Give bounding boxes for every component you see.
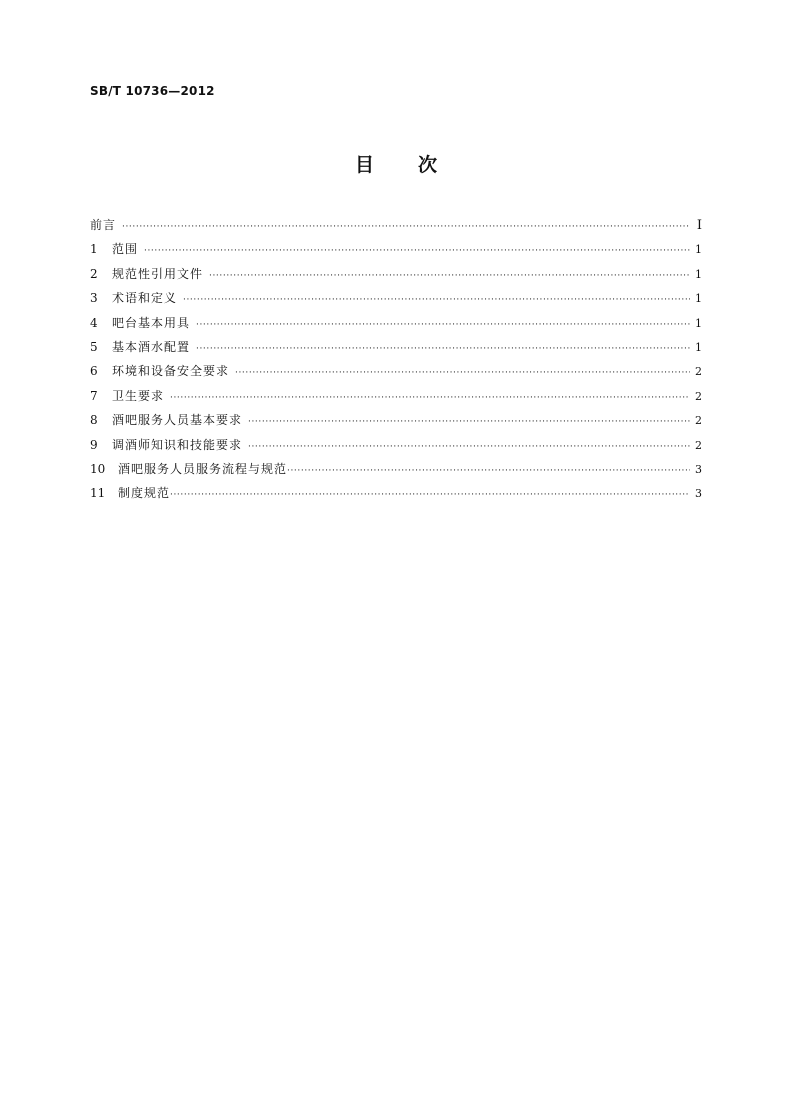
toc-entry-page: 2 <box>695 438 702 452</box>
toc-entry-page: I <box>696 218 702 233</box>
toc-entry-number: 3 <box>90 291 98 306</box>
toc-entry-number: 7 <box>90 388 98 403</box>
toc-entry-number: 2 <box>90 266 98 281</box>
toc-entry-title: 酒吧服务人员基本要求 <box>112 413 243 428</box>
toc-entry-preface[interactable] <box>90 216 702 240</box>
toc-entry-page: 2 <box>695 389 702 403</box>
toc-entry-number: 8 <box>90 413 98 428</box>
toc-leader-dots <box>287 462 690 476</box>
toc-entry-4[interactable] <box>90 314 702 338</box>
toc-entry-title: 环境和设备安全要求 <box>112 364 230 379</box>
toc-entry-10[interactable] <box>90 460 702 484</box>
toc-entry-11[interactable] <box>90 484 702 508</box>
toc-entry-number: 5 <box>90 339 98 354</box>
toc-entry-number: 11 <box>90 486 106 501</box>
toc-entry-1[interactable] <box>90 240 702 264</box>
toc-leader-dots <box>170 486 690 500</box>
toc-entry-number: 4 <box>90 315 98 330</box>
toc-entry-page: 2 <box>695 365 702 379</box>
toc-entry-title: 酒吧服务人员服务流程与规范 <box>118 461 288 476</box>
toc-entry-number: 6 <box>90 364 98 379</box>
toc-list <box>90 216 702 509</box>
toc-entry-9[interactable] <box>90 436 702 460</box>
toc-entry-title: 规范性引用文件 <box>112 266 204 281</box>
standard-code: SB/T 10736—2012 <box>90 84 215 98</box>
toc-entry-page: 3 <box>695 487 702 501</box>
toc-leader-dots <box>248 413 690 427</box>
toc-entry-page: 1 <box>695 340 702 354</box>
toc-entry-title: 卫生要求 <box>112 388 165 403</box>
toc-entry-2[interactable] <box>90 265 702 289</box>
toc-title <box>0 150 792 177</box>
toc-entry-number: 1 <box>90 242 98 257</box>
toc-entry-page: 1 <box>695 292 702 306</box>
toc-entry-page: 2 <box>695 414 702 428</box>
toc-entry-8[interactable] <box>90 411 702 435</box>
toc-entry-page: 3 <box>695 462 702 476</box>
toc-leader-dots <box>248 438 690 452</box>
toc-entry-page: 1 <box>695 243 702 257</box>
toc-leader-dots <box>144 242 690 256</box>
toc-entry-3[interactable] <box>90 289 702 313</box>
toc-leader-dots <box>196 340 690 354</box>
toc-leader-dots <box>235 364 690 378</box>
toc-leader-dots <box>170 389 690 403</box>
toc-title-char-1: 目 <box>354 154 374 176</box>
toc-entry-title: 范围 <box>112 242 139 257</box>
toc-entry-title: 吧台基本用具 <box>112 315 191 330</box>
toc-title-char-2: 次 <box>418 154 438 176</box>
toc-entry-title: 前言 <box>90 218 117 232</box>
toc-entry-page: 1 <box>695 267 702 281</box>
toc-leader-dots <box>183 291 690 305</box>
toc-entry-page: 1 <box>695 316 702 330</box>
toc-entry-title: 术语和定义 <box>112 291 178 306</box>
toc-entry-title: 基本酒水配置 <box>112 339 191 354</box>
toc-leader-dots <box>196 316 690 330</box>
toc-entry-6[interactable] <box>90 362 702 386</box>
toc-entry-number: 10 <box>90 461 106 476</box>
toc-leader-dots <box>122 218 690 232</box>
toc-entry-number: 9 <box>90 437 98 452</box>
toc-leader-dots <box>209 267 690 281</box>
toc-entry-title: 制度规范 <box>118 486 171 501</box>
toc-entry-title: 调酒师知识和技能要求 <box>112 437 243 452</box>
toc-entry-5[interactable] <box>90 338 702 362</box>
toc-entry-7[interactable] <box>90 387 702 411</box>
